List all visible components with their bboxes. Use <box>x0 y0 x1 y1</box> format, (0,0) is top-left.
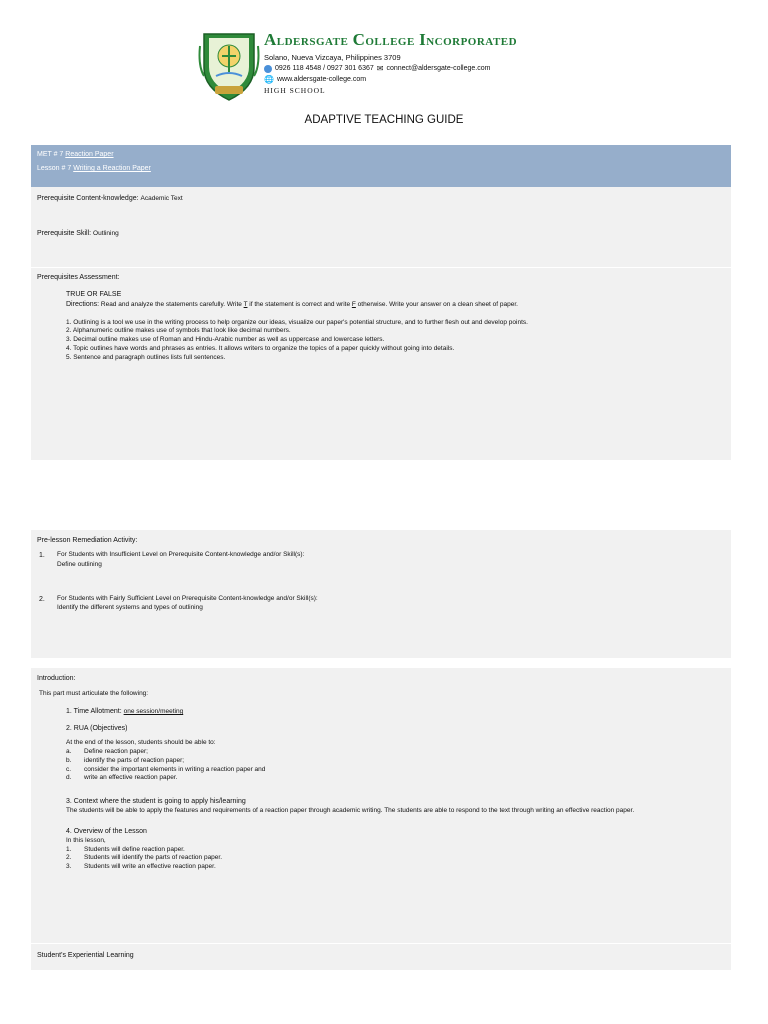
list-item: d. write an effective reaction paper. <box>66 774 178 782</box>
list-item: 1. Outlining is a tool we use in the writing process to help organize our ideas, visualize our paper's potential structure, and to further flesh out and develop points. <box>66 318 528 326</box>
rua-lead: At the end of the lesson, students should be able to: <box>66 739 216 747</box>
list-item: 3. Decimal outline makes use of Roman and Hindu-Arabic number as well as uppercase and lowercase letters. <box>66 336 385 344</box>
contact-line <box>264 64 517 73</box>
page-title: ADAPTIVE TEACHING GUIDE <box>304 114 464 126</box>
assessment-label: Prerequisites Assessment: <box>37 274 120 281</box>
list-item: 2. Students will identify the parts of reaction paper. <box>66 854 223 862</box>
remediation-label: Pre-lesson Remediation Activity: <box>37 537 138 544</box>
list-item: c. consider the important elements in writing a reaction paper and <box>66 765 266 773</box>
assessment-body <box>66 290 725 362</box>
context-body: The students will be able to apply the features and requirements of a reaction paper through academic writing. The students are able to respond to the text through writing an effective reaction paper. <box>66 806 635 814</box>
introduction-label: Introduction: <box>37 675 76 682</box>
list-item: 1. Students will define reaction paper. <box>66 845 185 853</box>
list-item: a. Define reaction paper; <box>66 748 148 756</box>
remediation-item-1: 1. For Students with Insufficient Level on Prerequisite Content-knowledge and/or Skill(s): Define outlining <box>39 551 305 568</box>
introduction-lead: This part must articulate the following: <box>39 690 149 698</box>
overview-list <box>66 846 725 872</box>
met-row <box>31 145 731 158</box>
prereq-skill-label: Prerequisite Skill: <box>37 229 92 237</box>
remediation-section <box>31 530 731 658</box>
met-link[interactable]: Reaction Paper <box>65 151 114 158</box>
department-name: HIGH SCHOOL <box>264 86 326 95</box>
lesson-prefix: Lesson # 7 <box>37 165 74 172</box>
phone-icon <box>264 65 272 73</box>
list-item: 5. Sentence and paragraph outlines lists full sentences. <box>66 353 226 361</box>
lesson-row <box>31 158 731 172</box>
experiential-label: Student's Experiential Learning <box>37 952 134 959</box>
assessment-directions: Directions: Read and analyze the statements carefully. Write T if the statement is correct and write F otherwise. Write your answer on a clean sheet of paper. <box>66 300 518 308</box>
lesson-link[interactable]: Writing a Reaction Paper <box>73 165 151 172</box>
prereq-skill-value: Outlining <box>93 229 119 237</box>
list-item: 4. Topic outlines have words and phrases as entries. It allows writers to organize the topics of a paper quickly without going into details. <box>66 344 455 352</box>
college-address: Solano, Nueva Vizcaya, Philippines 3709 <box>264 53 401 62</box>
list-item: 3. Students will write an effective reaction paper. <box>66 863 216 871</box>
objectives-list <box>66 748 725 783</box>
phone-numbers: 0926 118 4548 / 0927 301 6367 <box>275 65 374 72</box>
met-prefix: MET # 7 <box>37 151 66 158</box>
overview-lead: In this lesson, <box>66 836 106 844</box>
assessment-items <box>66 319 725 363</box>
college-name: Aldersgate College Incorporated <box>264 30 518 49</box>
list-item: 2. Alphanumeric outline makes use of symbols that look like decimal numbers. <box>66 327 291 335</box>
lesson-header-band <box>31 145 731 187</box>
website-address: www.aldersgate-college.com <box>276 76 367 83</box>
rua-heading: 2. RUA (Objectives) <box>66 724 128 732</box>
assessment-type: TRUE OR FALSE <box>66 291 122 299</box>
overview-heading: 4. Overview of the Lesson <box>66 828 147 836</box>
assessment-section <box>31 268 731 460</box>
email-address: connect@aldersgate-college.com <box>386 65 491 72</box>
introduction-section <box>31 668 731 943</box>
remediation-item-2: 2. For Students with Fairly Sufficient Level on Prerequisite Content-knowledge and/or Skill(s): Identify the different systems and types of outlining <box>39 594 318 612</box>
prereq-content-value: Academic Text <box>140 195 183 202</box>
letterhead <box>198 26 578 106</box>
college-seal-logo <box>198 26 260 102</box>
prereq-content-row <box>37 194 725 204</box>
website-line <box>264 75 517 84</box>
prereq-skill-row <box>37 229 725 239</box>
mail-icon: ✉ <box>376 64 384 73</box>
prerequisite-section <box>31 187 731 267</box>
globe-icon: 🌐 <box>264 75 274 84</box>
context-heading: 3. Context where the student is going to apply his/learning <box>66 798 246 806</box>
experiential-section <box>31 944 731 970</box>
list-item: b. identify the parts of reaction paper; <box>66 756 185 764</box>
prereq-content-label: Prerequisite Content-knowledge: <box>37 195 139 202</box>
time-allotment: 1. Time Allotment: one session/meeting <box>66 708 184 716</box>
